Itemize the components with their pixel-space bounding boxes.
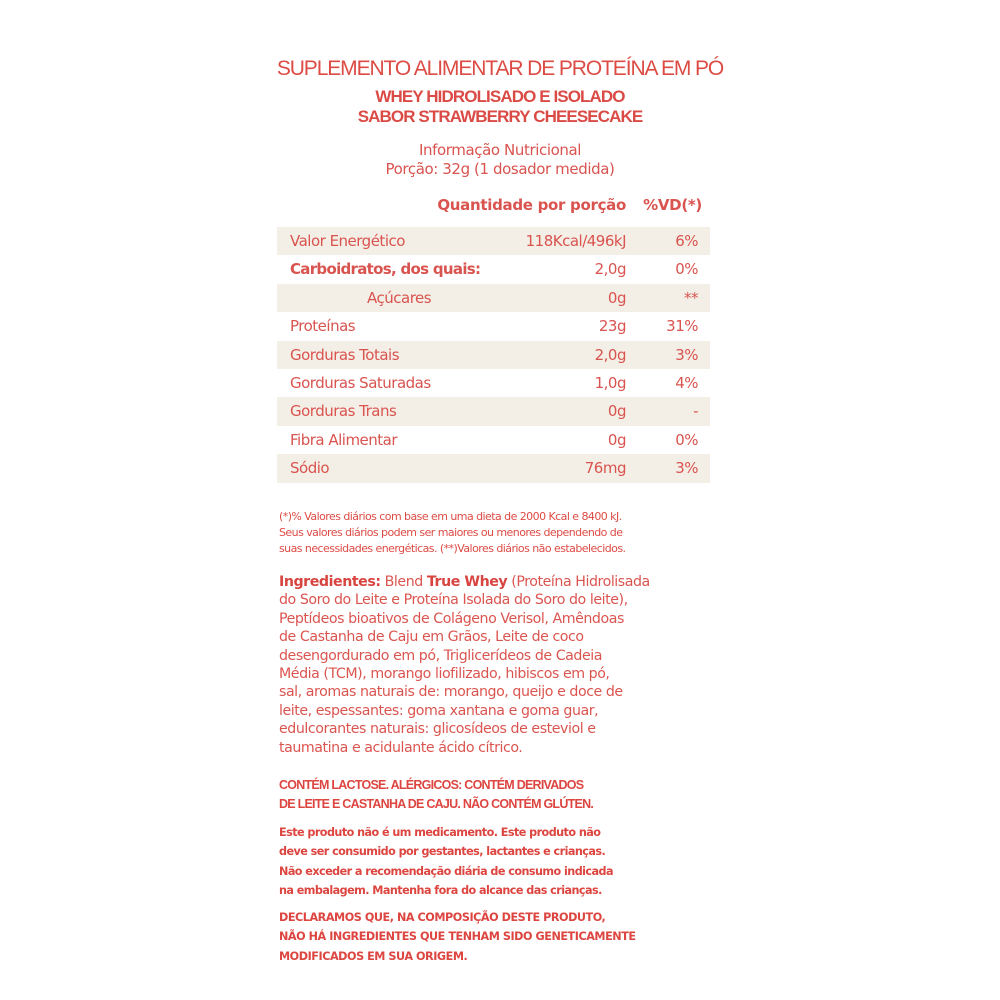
nutrient-daily-value: 3% bbox=[675, 459, 698, 478]
nutrient-name: Proteínas bbox=[290, 317, 356, 336]
product-subtitle-type: WHEY HIDROLISADO E ISOLADO bbox=[375, 87, 625, 106]
ingredients-text: (Proteína Hidrolisada bbox=[507, 574, 650, 590]
product-subtitle-flavor: SABOR STRAWBERRY CHEESECAKE bbox=[357, 107, 643, 126]
blend-name: True Whey bbox=[426, 574, 508, 590]
nutrient-name: Gorduras Trans bbox=[290, 402, 397, 421]
ingredients-line bbox=[279, 573, 719, 591]
table-row bbox=[277, 341, 710, 369]
nutrient-name: Fibra Alimentar bbox=[290, 430, 398, 449]
allergen-statement bbox=[279, 776, 719, 814]
nutrient-name: Gorduras Saturadas bbox=[290, 373, 431, 392]
ingredients-line: de Castanha de Caju em Grãos, Leite de coco bbox=[279, 629, 584, 646]
table-row bbox=[277, 312, 710, 340]
allergen-line: CONTÉM LACTOSE. ALÉRGICOS: CONTÉM DERIVADOS bbox=[279, 778, 584, 792]
nutrient-name: Açúcares bbox=[367, 288, 432, 307]
ingredients-list bbox=[279, 573, 719, 757]
nutrient-name: Carboidratos, dos quais: bbox=[290, 260, 481, 279]
gmo-line: DECLARAMOS QUE, NA COMPOSIÇÃO DESTE PRODUTO, bbox=[279, 911, 606, 924]
nutrient-quantity: 2,0g bbox=[594, 345, 626, 364]
warning-line: na embalagem. Mantenha fora do alcance das crianças. bbox=[279, 883, 602, 897]
nutrition-table bbox=[277, 227, 710, 483]
ingredients-line: Peptídeos bioativos de Colágeno Verisol, Amêndoas bbox=[279, 610, 624, 627]
blend-prefix: Blend bbox=[380, 574, 427, 590]
nutrient-quantity: 0g bbox=[607, 430, 626, 449]
warning-statement bbox=[279, 823, 719, 900]
nutrient-quantity: 23g bbox=[598, 317, 626, 336]
ingredients-line: taumatina e acidulante ácido cítrico. bbox=[279, 739, 523, 756]
gmo-line: MODIFICADOS EM SUA ORIGEM. bbox=[279, 949, 468, 963]
gmo-statement bbox=[279, 908, 719, 966]
nutrient-daily-value: 0% bbox=[675, 430, 698, 449]
footnote-line: suas necessidades energéticas. (**)Valores diários não estabelecidos. bbox=[279, 542, 626, 555]
ingredients-line: do Soro do Leite e Proteína Isolada do Soro do leite), bbox=[279, 592, 628, 609]
footnote-line: (*)% Valores diários com base em uma dieta de 2000 Kcal e 8400 kJ. bbox=[279, 510, 622, 523]
header-daily-value: %VD(*) bbox=[643, 196, 702, 214]
table-row bbox=[277, 454, 710, 482]
nutrient-quantity: 76mg bbox=[584, 459, 626, 478]
nutrient-quantity: 0g bbox=[607, 288, 626, 307]
allergen-line: DE LEITE E CASTANHA DE CAJU. NÃO CONTÉM GLÚTEN. bbox=[279, 797, 594, 811]
table-row bbox=[277, 227, 710, 255]
nutrition-heading: Informação Nutricional bbox=[418, 141, 582, 159]
nutrient-quantity: 118Kcal/496kJ bbox=[525, 232, 626, 250]
daily-value-footnote bbox=[279, 509, 719, 557]
nutrient-quantity: 1,0g bbox=[594, 373, 626, 392]
product-title: SUPLEMENTO ALIMENTAR DE PROTEÍNA EM PÓ bbox=[276, 57, 724, 80]
serving-size: Porção: 32g (1 dosador medida) bbox=[385, 160, 615, 178]
nutrient-daily-value: 4% bbox=[675, 373, 698, 392]
gmo-line: NÃO HÁ INGREDIENTES QUE TENHAM SIDO GENETICAMENTE bbox=[279, 930, 636, 944]
nutrition-table-header bbox=[277, 196, 710, 220]
ingredients-line: leite, espessantes: goma xantana e goma guar, bbox=[279, 702, 599, 719]
footnote-line: Seus valores diários podem ser maiores ou menores dependendo de bbox=[279, 526, 623, 539]
ingredients-line: sal, aromas naturais de: morango, queijo e doce de bbox=[279, 684, 623, 701]
table-row bbox=[277, 284, 710, 312]
nutrient-daily-value: ** bbox=[684, 288, 698, 307]
nutrient-name: Gorduras Totais bbox=[290, 345, 400, 364]
warning-line: deve ser consumido por gestantes, lactantes e crianças. bbox=[279, 845, 606, 859]
ingredients-line: Média (TCM), morango liofilizado, hibiscos em pó, bbox=[279, 666, 610, 683]
nutrient-daily-value: 6% bbox=[675, 232, 698, 250]
nutrient-name: Sódio bbox=[290, 459, 330, 478]
warning-line: Este produto não é um medicamento. Este produto não bbox=[279, 826, 601, 839]
nutrient-quantity: 0g bbox=[607, 402, 626, 421]
nutrient-daily-value: 0% bbox=[675, 260, 698, 279]
nutrient-daily-value: - bbox=[693, 402, 698, 421]
ingredients-line: edulcorantes naturais: glicosídeos de esteviol e bbox=[279, 721, 596, 738]
table-row bbox=[277, 426, 710, 454]
ingredients-line: desengordurado em pó, Triglicerídeos de Cadeia bbox=[279, 647, 602, 664]
nutrient-daily-value: 3% bbox=[675, 345, 698, 364]
table-row bbox=[277, 369, 710, 397]
nutrient-name: Valor Energético bbox=[290, 232, 405, 250]
table-row bbox=[277, 255, 710, 283]
ingredients-label: Ingredientes: bbox=[279, 574, 381, 590]
warning-line: Não exceder a recomendação diária de consumo indicada bbox=[279, 864, 613, 878]
table-row bbox=[277, 397, 710, 425]
header-quantity: Quantidade por porção bbox=[437, 196, 626, 214]
nutrient-daily-value: 31% bbox=[666, 317, 698, 336]
nutrient-quantity: 2,0g bbox=[594, 260, 626, 279]
